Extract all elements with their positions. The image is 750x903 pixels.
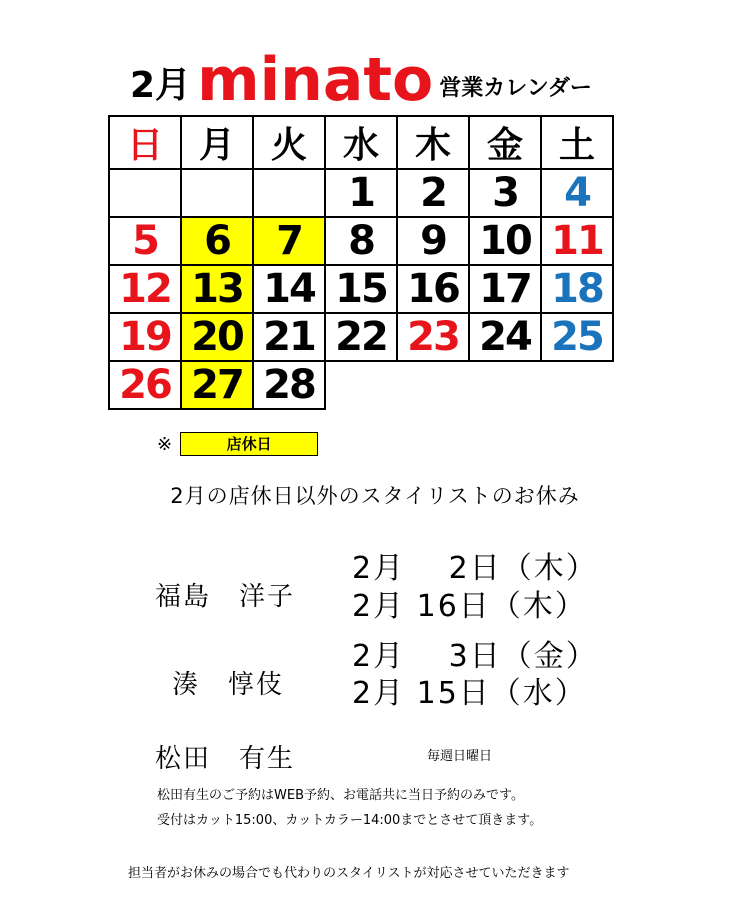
weekday-header: 日 bbox=[109, 116, 181, 169]
calendar-day: 10 bbox=[469, 217, 541, 265]
calendar-week-row bbox=[109, 361, 613, 409]
calendar-week-row bbox=[109, 265, 613, 313]
calendar-week-row bbox=[109, 169, 613, 217]
calendar-day-closed: 6 bbox=[181, 217, 253, 265]
calendar-week-row bbox=[109, 217, 613, 265]
weekday-header: 火 bbox=[253, 116, 325, 169]
calendar-day-empty bbox=[541, 361, 613, 409]
calendar-day-closed: 7 bbox=[253, 217, 325, 265]
calendar-day: 22 bbox=[325, 313, 397, 361]
weekday-header: 土 bbox=[541, 116, 613, 169]
reference-mark: ※ bbox=[157, 433, 173, 455]
title-subtitle: 営業カレンダー bbox=[439, 76, 592, 101]
calendar-day-empty bbox=[109, 169, 181, 217]
calendar-week-row bbox=[109, 313, 613, 361]
calendar-day-closed: 13 bbox=[181, 265, 253, 313]
title-month: 2月 bbox=[130, 65, 192, 106]
calendar-day: 4 bbox=[541, 169, 613, 217]
weekday-header: 金 bbox=[469, 116, 541, 169]
legend bbox=[157, 432, 318, 456]
note-line: 松田有生のご予約はWEB予約、お電話共に当日予約のみです。 bbox=[157, 788, 524, 803]
calendar-day: 19 bbox=[109, 313, 181, 361]
calendar-day-empty bbox=[397, 361, 469, 409]
section-heading: 2月の店休日以外のスタイリストのお休み bbox=[170, 484, 580, 508]
calendar-day: 26 bbox=[109, 361, 181, 409]
calendar-day: 14 bbox=[253, 265, 325, 313]
calendar-day: 11 bbox=[541, 217, 613, 265]
weekday-header: 水 bbox=[325, 116, 397, 169]
staff-date: 2月 3日（金） bbox=[352, 639, 598, 674]
weekday-header: 月 bbox=[181, 116, 253, 169]
staff-name: 湊 惇伎 bbox=[172, 670, 285, 700]
closed-day-legend: 店休日 bbox=[180, 432, 318, 456]
weekday-header-row bbox=[109, 116, 613, 169]
weekday-header: 木 bbox=[397, 116, 469, 169]
calendar-day-empty bbox=[253, 169, 325, 217]
page-title bbox=[130, 40, 650, 115]
calendar-day: 8 bbox=[325, 217, 397, 265]
staff-date: 2月 15日（水） bbox=[352, 676, 587, 711]
brand-name: minato bbox=[197, 45, 434, 115]
calendar-day: 2 bbox=[397, 169, 469, 217]
calendar-day: 16 bbox=[397, 265, 469, 313]
calendar-day: 28 bbox=[253, 361, 325, 409]
calendar-day: 18 bbox=[541, 265, 613, 313]
note-line: 受付はカット15:00、カットカラー14:00までとさせて頂きます。 bbox=[157, 813, 543, 828]
calendar-day-empty bbox=[325, 361, 397, 409]
calendar-day: 23 bbox=[397, 313, 469, 361]
calendar-day-closed: 20 bbox=[181, 313, 253, 361]
calendar-day: 24 bbox=[469, 313, 541, 361]
calendar-day-empty bbox=[469, 361, 541, 409]
calendar-day: 17 bbox=[469, 265, 541, 313]
calendar-day-closed: 27 bbox=[181, 361, 253, 409]
staff-date: 2月 2日（木） bbox=[352, 551, 598, 586]
staff-note: 毎週日曜日 bbox=[427, 749, 493, 764]
staff-name: 福島 洋子 bbox=[155, 582, 296, 612]
calendar-day: 1 bbox=[325, 169, 397, 217]
calendar-table bbox=[108, 115, 614, 410]
calendar-day: 15 bbox=[325, 265, 397, 313]
calendar-day: 12 bbox=[109, 265, 181, 313]
calendar-day: 3 bbox=[469, 169, 541, 217]
note-line: 担当者がお休みの場合でも代わりのスタイリストが対応させていただきます bbox=[128, 866, 570, 881]
calendar-day: 25 bbox=[541, 313, 613, 361]
calendar-day: 21 bbox=[253, 313, 325, 361]
staff-name: 松田 有生 bbox=[155, 744, 296, 774]
staff-date: 2月 16日（木） bbox=[352, 589, 587, 624]
calendar-day-empty bbox=[181, 169, 253, 217]
calendar-day: 9 bbox=[397, 217, 469, 265]
calendar-day: 5 bbox=[109, 217, 181, 265]
